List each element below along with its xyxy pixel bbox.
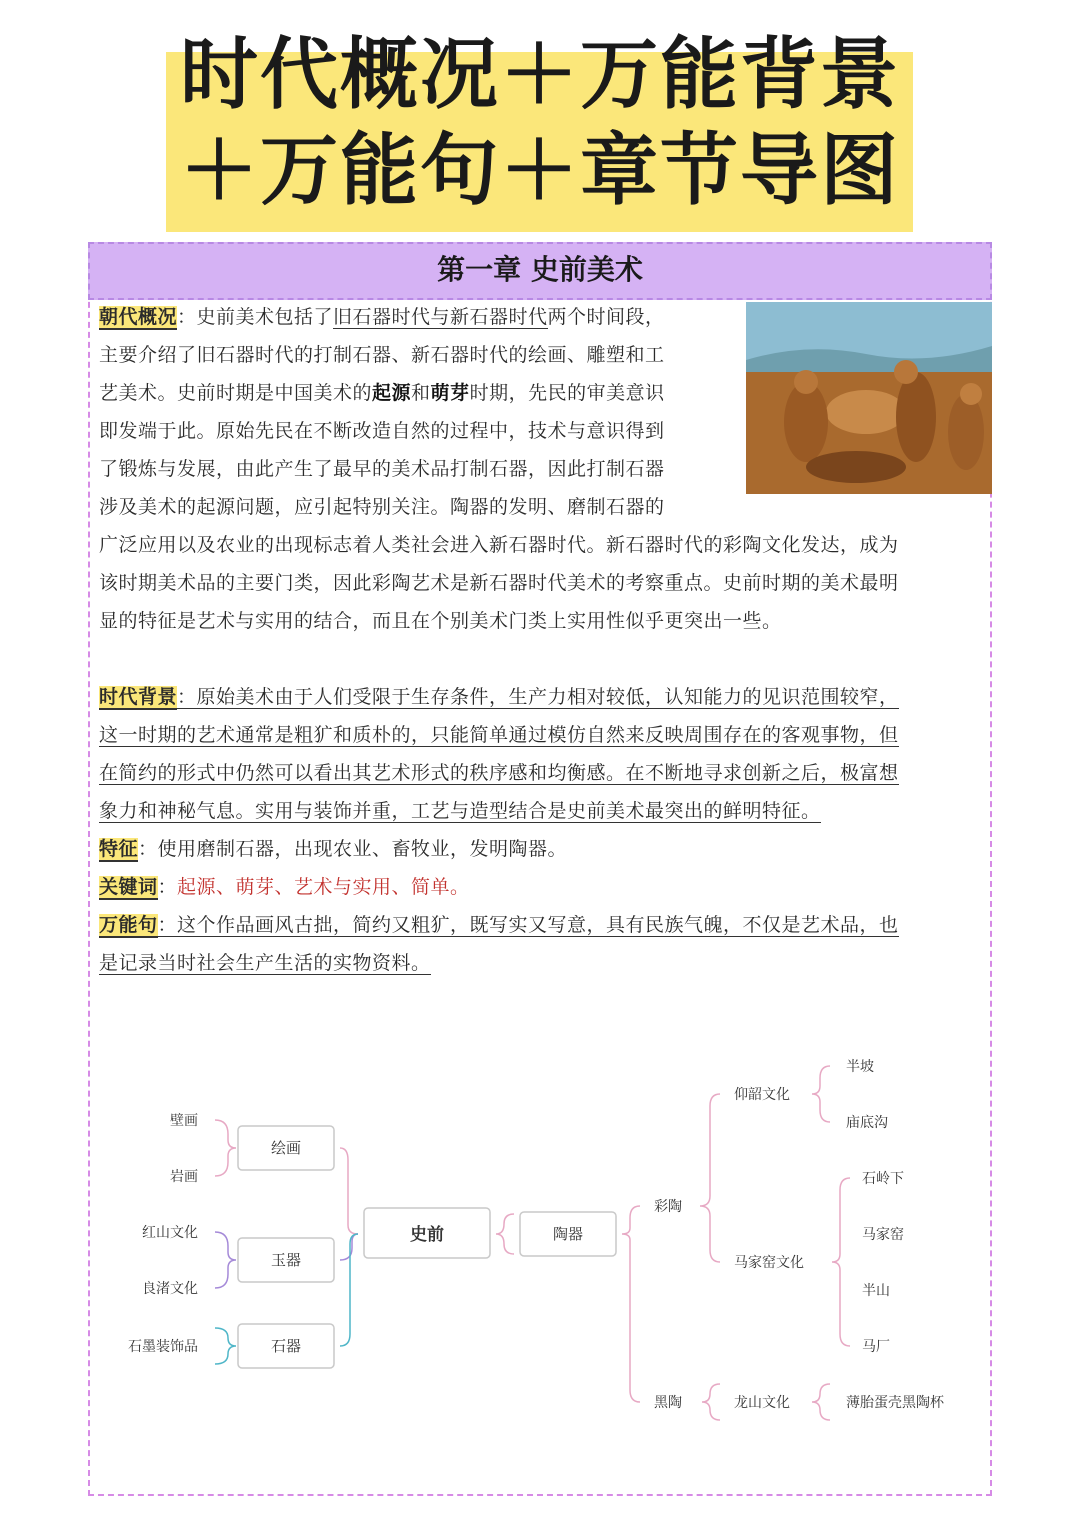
overview-l3e: 时期，先民的审美意识 — [469, 382, 665, 404]
overview-text: ：史前美术包括了 — [177, 306, 334, 328]
overview-label: 朝代概况 — [99, 306, 178, 328]
page-title-line-2: ＋万能句＋章节导图 — [179, 126, 900, 216]
sentence-label: 万能句 — [99, 914, 158, 936]
leaf-banpo: 半坡 — [846, 1059, 874, 1075]
page-title-line-1: 时代概况＋万能背景 — [179, 30, 900, 120]
leaf-banshan: 半山 — [862, 1283, 890, 1299]
branch-longshan: 龙山文化 — [734, 1395, 790, 1411]
bracket-painting — [215, 1120, 236, 1176]
leaf-stone-ornament: 石墨装饰品 — [128, 1339, 198, 1355]
leaf-machang: 马厂 — [862, 1339, 890, 1355]
overview-line-5: 了锻炼与发展，由此产生了最早的美术品打制石器，因此打制石器 — [99, 458, 665, 480]
link-painting — [340, 1148, 358, 1234]
keywords-label: 关键词 — [99, 876, 158, 898]
overview-line-6: 涉及美术的起源问题，应引起特别关注。陶器的发明、磨制石器的 — [99, 496, 665, 518]
branch-painted: 彩陶 — [654, 1199, 682, 1215]
feature-label: 特征 — [99, 838, 139, 860]
background-text-1: ：原始美术由于人们受限于生存条件，生产力相对较低，认知能力的见识范围较窄， — [177, 686, 899, 708]
chapter-title: 第一章 史前美术 — [88, 242, 992, 300]
node-root: 史前 — [410, 1225, 444, 1245]
leaf-mural: 壁画 — [170, 1113, 198, 1129]
leaf-hongshan: 红山文化 — [142, 1225, 198, 1241]
background-text-4: 象力和神秘气息。实用与装饰并重，工艺与造型结合是史前美术最突出的鲜明特征。 — [99, 800, 821, 822]
sentence-text-2: 是记录当时社会生产生活的实物资料。 — [99, 952, 431, 974]
branch-yangshao: 仰韶文化 — [734, 1087, 790, 1103]
branch-black: 黑陶 — [654, 1395, 682, 1411]
link-stone — [340, 1234, 358, 1346]
keyword-sprout: 萌芽 — [430, 382, 470, 404]
bracket-majiayao — [832, 1178, 850, 1346]
overview-underline: 旧石器时代与新石器时代 — [333, 306, 548, 328]
keywords-text: 起源、萌芽、艺术与实用、简单。 — [177, 876, 470, 898]
leaf-majiayao: 马家窑 — [862, 1227, 904, 1243]
overview-line-8: 该时期美术品的主要门类，因此彩陶艺术是新石器时代美术的考察重点。史前时期的美术最明 — [99, 572, 899, 594]
bracket-jade — [215, 1232, 236, 1288]
leaf-rock: 岩画 — [170, 1169, 198, 1185]
bracket-yangshao — [812, 1066, 830, 1122]
bracket-black — [702, 1384, 720, 1420]
node-painting: 绘画 — [270, 1139, 302, 1157]
overview-l3a: 艺美术。史前时期是中国美术的 — [99, 382, 373, 404]
sentence-text-1: ：这个作品画风古拙，简约又粗犷，既写实又写意，具有民族气魄，不仅是艺术品，也 — [157, 914, 899, 936]
background-text-3: 在简约的形式中仍然可以看出其艺术形式的秩序感和均衡感。在不断地寻求创新之后，极富想 — [99, 762, 899, 784]
leaf-miaodigou: 庙底沟 — [846, 1115, 888, 1131]
bracket-stone — [215, 1328, 236, 1364]
link-jade — [340, 1234, 358, 1260]
keyword-origin: 起源 — [372, 382, 412, 404]
leaf-shilingxia: 石岭下 — [862, 1171, 904, 1187]
background-label: 时代背景 — [99, 686, 178, 708]
keywords-sep: ： — [157, 876, 178, 898]
leaf-eggshell-cup: 薄胎蛋壳黑陶杯 — [846, 1395, 944, 1411]
branch-majiayao-culture: 马家窑文化 — [734, 1255, 804, 1271]
bracket-pottery — [496, 1214, 514, 1254]
overview-line-9: 显的特征是艺术与实用的结合，而且在个别美术门类上实用性似乎更突出一些。 — [99, 610, 782, 632]
overview-line-4: 即发端于此。原始先民在不断改造自然的过程中，技术与意识得到 — [99, 420, 665, 442]
feature-text: ：使用磨制石器，出现农业、畜牧业，发明陶器。 — [138, 838, 568, 860]
leaf-liangzhu: 良渚文化 — [142, 1281, 198, 1297]
bracket-pottery-kinds — [622, 1206, 640, 1402]
overview-l3c: 和 — [411, 382, 431, 404]
overview-line-2: 主要介绍了旧石器时代的打制石器、新石器时代的绘画、雕塑和工 — [99, 344, 665, 366]
node-jade: 玉器 — [270, 1251, 302, 1269]
bracket-longshan — [812, 1384, 830, 1420]
node-pottery: 陶器 — [552, 1225, 584, 1243]
node-stone: 石器 — [270, 1337, 302, 1355]
background-text-2: 这一时期的艺术通常是粗犷和质朴的，只能简单通过模仿自然来反映周围存在的客观事物，但 — [99, 724, 899, 746]
overview-line-7: 广泛应用以及农业的出现标志着人类社会进入新石器时代。新石器时代的彩陶文化发达，成为 — [99, 534, 899, 556]
overview-text-end: 两个时间段， — [547, 306, 665, 328]
bracket-painted — [700, 1094, 720, 1262]
